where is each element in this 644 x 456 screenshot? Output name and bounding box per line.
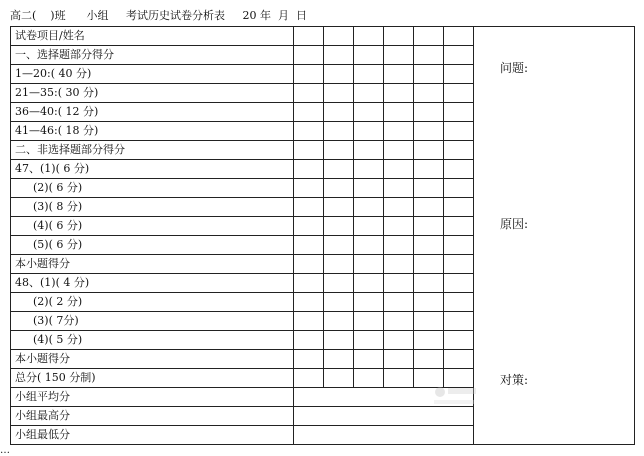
score-cell[interactable] (294, 350, 324, 369)
score-cell[interactable] (354, 217, 384, 236)
score-cell[interactable] (354, 84, 384, 103)
score-cell[interactable] (294, 122, 324, 141)
row-label: 1—20:( 40 分) (11, 65, 294, 84)
score-cell[interactable] (444, 27, 474, 46)
row-label: (4)( 5 分) (11, 331, 294, 350)
score-cell[interactable] (294, 312, 324, 331)
score-cell[interactable] (384, 84, 414, 103)
score-cell[interactable] (384, 236, 414, 255)
row-label: 小组最高分 (11, 407, 294, 426)
reason-label: 原因: (500, 217, 529, 231)
score-cell[interactable] (414, 27, 444, 46)
score-cell[interactable] (354, 274, 384, 293)
score-cell[interactable] (444, 141, 474, 160)
group-score-cell[interactable] (294, 426, 474, 445)
footer-text: … (0, 445, 10, 456)
notes-column[interactable] (474, 27, 635, 445)
problem-label: 问题: (500, 61, 529, 75)
score-cell[interactable] (384, 217, 414, 236)
row-label: 41—46:( 18 分) (11, 122, 294, 141)
score-cell[interactable] (444, 312, 474, 331)
score-cell[interactable] (384, 350, 414, 369)
analysis-table (10, 26, 635, 445)
score-cell[interactable] (324, 65, 354, 84)
score-cell[interactable] (444, 65, 474, 84)
score-cell[interactable] (384, 46, 414, 65)
score-cell[interactable] (444, 217, 474, 236)
score-cell[interactable] (354, 236, 384, 255)
header-cell-item-name: 试卷项目/姓名 (11, 27, 294, 46)
form-title-line: 高二( )班 小组 考试历史试卷分析表 20 年 月 日 (10, 9, 307, 22)
table-header-row (11, 27, 635, 46)
score-cell[interactable] (324, 141, 354, 160)
score-cell[interactable] (444, 122, 474, 141)
score-cell[interactable] (384, 122, 414, 141)
score-cell[interactable] (414, 141, 444, 160)
score-cell[interactable] (414, 160, 444, 179)
score-cell[interactable] (294, 103, 324, 122)
score-cell[interactable] (384, 331, 414, 350)
score-cell[interactable] (384, 293, 414, 312)
score-cell[interactable] (414, 255, 444, 274)
score-cell[interactable] (294, 160, 324, 179)
score-cell[interactable] (444, 274, 474, 293)
score-cell[interactable] (294, 255, 324, 274)
score-cell[interactable] (354, 122, 384, 141)
score-cell[interactable] (294, 369, 324, 388)
score-cell[interactable] (324, 312, 354, 331)
score-cell[interactable] (444, 46, 474, 65)
score-cell[interactable] (294, 274, 324, 293)
score-cell[interactable] (324, 179, 354, 198)
score-cell[interactable] (444, 255, 474, 274)
score-cell[interactable] (354, 141, 384, 160)
score-cell[interactable] (384, 179, 414, 198)
score-cell[interactable] (384, 274, 414, 293)
score-cell[interactable] (354, 255, 384, 274)
score-cell[interactable] (414, 312, 444, 331)
score-cell[interactable] (414, 198, 444, 217)
row-label: 本小题得分 (11, 255, 294, 274)
row-label: (2)( 2 分) (11, 293, 294, 312)
score-cell[interactable] (324, 46, 354, 65)
watermark-logo (428, 382, 480, 410)
row-label: (2)( 6 分) (11, 179, 294, 198)
row-label: (3)( 7分) (11, 312, 294, 331)
score-cell[interactable] (354, 27, 384, 46)
score-cell[interactable] (324, 350, 354, 369)
score-cell[interactable] (414, 293, 444, 312)
score-cell[interactable] (414, 122, 444, 141)
score-cell[interactable] (414, 46, 444, 65)
row-label: 36—40:( 12 分) (11, 103, 294, 122)
score-cell[interactable] (324, 255, 354, 274)
score-cell[interactable] (324, 27, 354, 46)
score-cell[interactable] (294, 198, 324, 217)
score-cell[interactable] (384, 27, 414, 46)
score-cell[interactable] (354, 331, 384, 350)
score-cell[interactable] (354, 65, 384, 84)
row-label: 48、(1)( 4 分) (11, 274, 294, 293)
score-cell[interactable] (324, 236, 354, 255)
score-cell[interactable] (324, 84, 354, 103)
score-cell[interactable] (444, 350, 474, 369)
row-label: 小组平均分 (11, 388, 294, 407)
score-cell[interactable] (444, 236, 474, 255)
score-cell[interactable] (444, 84, 474, 103)
score-cell[interactable] (324, 122, 354, 141)
score-cell[interactable] (444, 331, 474, 350)
row-label: 一、选择题部分得分 (11, 46, 294, 65)
score-cell[interactable] (414, 350, 444, 369)
score-cell[interactable] (324, 369, 354, 388)
score-cell[interactable] (354, 293, 384, 312)
score-cell[interactable] (294, 236, 324, 255)
strategy-label: 对策: (500, 373, 529, 387)
score-cell[interactable] (294, 179, 324, 198)
score-cell[interactable] (384, 103, 414, 122)
row-label: 二、非选择题部分得分 (11, 141, 294, 160)
score-cell[interactable] (414, 236, 444, 255)
row-label: 本小题得分 (11, 350, 294, 369)
score-cell[interactable] (414, 65, 444, 84)
score-cell[interactable] (354, 198, 384, 217)
score-cell[interactable] (384, 369, 414, 388)
row-label: 总分( 150 分制) (11, 369, 294, 388)
row-label: 小组最低分 (11, 426, 294, 445)
score-cell[interactable] (294, 84, 324, 103)
score-cell[interactable] (444, 179, 474, 198)
score-cell[interactable] (444, 103, 474, 122)
score-cell[interactable] (354, 179, 384, 198)
score-cell[interactable] (294, 331, 324, 350)
score-cell[interactable] (354, 46, 384, 65)
row-label: 47、(1)( 6 分) (11, 160, 294, 179)
score-cell[interactable] (444, 198, 474, 217)
score-cell[interactable] (384, 255, 414, 274)
score-cell[interactable] (414, 331, 444, 350)
score-cell[interactable] (354, 160, 384, 179)
score-cell[interactable] (324, 331, 354, 350)
score-cell[interactable] (384, 312, 414, 331)
row-label: (4)( 6 分) (11, 217, 294, 236)
score-cell[interactable] (384, 141, 414, 160)
score-cell[interactable] (414, 217, 444, 236)
score-cell[interactable] (384, 198, 414, 217)
score-cell[interactable] (294, 27, 324, 46)
score-cell[interactable] (444, 293, 474, 312)
score-cell[interactable] (414, 179, 444, 198)
row-label: (5)( 6 分) (11, 236, 294, 255)
score-cell[interactable] (324, 198, 354, 217)
score-cell[interactable] (354, 350, 384, 369)
score-cell[interactable] (414, 274, 444, 293)
score-cell[interactable] (324, 160, 354, 179)
row-label: 21—35:( 30 分) (11, 84, 294, 103)
score-cell[interactable] (294, 217, 324, 236)
score-cell[interactable] (354, 369, 384, 388)
score-cell[interactable] (384, 65, 414, 84)
score-cell[interactable] (324, 274, 354, 293)
score-cell[interactable] (384, 160, 414, 179)
score-cell[interactable] (294, 141, 324, 160)
score-cell[interactable] (294, 293, 324, 312)
score-cell[interactable] (414, 103, 444, 122)
score-cell[interactable] (444, 160, 474, 179)
score-cell[interactable] (294, 46, 324, 65)
score-cell[interactable] (294, 65, 324, 84)
score-cell[interactable] (324, 293, 354, 312)
score-cell[interactable] (324, 103, 354, 122)
score-cell[interactable] (414, 84, 444, 103)
score-cell[interactable] (354, 312, 384, 331)
score-cell[interactable] (354, 103, 384, 122)
score-cell[interactable] (324, 217, 354, 236)
row-label: (3)( 8 分) (11, 198, 294, 217)
